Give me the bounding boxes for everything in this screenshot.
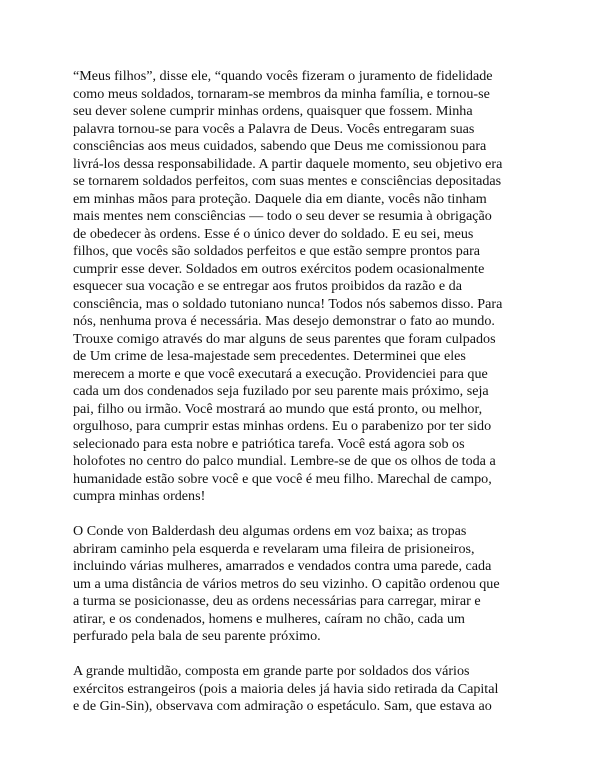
text-line: A grande multidão, composta em grande parte por soldados dos vários (73, 663, 470, 679)
document-page (73, 68, 543, 733)
text-line: um a uma distância de vários metros do seu vizinho. O capitão ordenou que (73, 575, 500, 592)
text-line: de Um crime de lesa-majestade sem precedentes. Determinei que eles (73, 348, 466, 364)
text-line: orgulhoso, para cumprir estas minhas ordens. Eu o parabenizo por ter sido (73, 418, 492, 434)
text-line: “Meus filhos”, disse ele, “quando vocês fizeram o juramento de fidelidade (73, 68, 493, 84)
paragraph-speech (73, 68, 543, 506)
text-line: abriram caminho pela esquerda e revelaram uma fileira de prisioneiros, (73, 540, 475, 557)
text-line: livrá-los dessa responsabilidade. A partir daquele momento, seu objetivo era (73, 155, 503, 172)
text-line: em minhas mãos para proteção. Daquele dia em diante, vocês não tinham (73, 190, 487, 207)
text-line: nós, nenhuma prova é necessária. Mas desejo demonstrar o fato ao mundo. (73, 313, 495, 329)
paragraph-crowd (73, 663, 543, 716)
text-line: a turma se posicionasse, deu as ordens necessárias para carregar, mirar e (73, 593, 481, 609)
text-line: e de Gin-Sin), observava com admiração o espetáculo. Sam, que estava ao (73, 698, 492, 714)
text-line: consciências aos meus cuidados, sabendo que Deus me comissionou para (73, 138, 487, 154)
text-line: de obedecer às ordens. Esse é o único dever do soldado. E eu sei, meus (73, 225, 474, 242)
text-line: como meus soldados, tornaram-se membros da minha família, e tornou-se (73, 85, 490, 102)
text-line: merecem a morte e que você executará a execução. Providenciei para que (73, 365, 488, 382)
text-line: selecionado para esta nobre e patriótica tarefa. Você está agora sob os (73, 435, 465, 452)
text-line: atirar, e os condenados, homens e mulheres, caíram no chão, cada um (73, 610, 465, 627)
text-line: palavra tornou-se para vocês a Palavra de Deus. Vocês entregaram suas (73, 120, 475, 137)
text-line: esquecer sua vocação e se entregar aos frutos proibidos da razão e da (73, 278, 462, 294)
text-line: Trouxe comigo através do mar alguns de seus parentes que foram culpados (73, 330, 496, 347)
text-line: perfurado pela bala de seu parente próximo. (73, 628, 321, 644)
text-line: se tornarem soldados perfeitos, com suas mentes e consciências depositadas (73, 173, 502, 189)
text-line: filhos, que vocês são soldados perfeitos e que estão sempre prontos para (73, 243, 481, 259)
text-line: humanidade estão sobre você e que você é meu filho. Marechal de campo, (73, 470, 492, 487)
text-line: cumpra minhas ordens! (73, 488, 206, 504)
text-line: mais mentes nem consciências — todo o seu dever se resumia à obrigação (73, 208, 492, 224)
text-line: O Conde von Balderdash deu algumas ordens em voz baixa; as tropas (73, 523, 467, 539)
text-line: consciência, mas o soldado tutoniano nunca! Todos nós sabemos disso. Para (73, 295, 503, 312)
text-line: cada um dos condenados seja fuzilado por seu parente mais próximo, seja (73, 383, 489, 399)
text-line: pai, filho ou irmão. Você mostrará ao mundo que está pronto, ou melhor, (73, 400, 483, 417)
text-line: seu dever solene cumprir minhas ordens, quaisquer que fossem. Minha (73, 103, 473, 119)
text-line: exércitos estrangeiros (pois a maioria deles já havia sido retirada da Capital (73, 680, 499, 697)
text-line: holofotes no centro do palco mundial. Lembre-se de que os olhos de toda a (73, 453, 496, 469)
text-line: cumprir esse dever. Soldados em outros exércitos podem ocasionalmente (73, 260, 485, 277)
paragraph-execution (73, 523, 543, 646)
text-line: incluindo várias mulheres, amarrados e vendados contra uma parede, cada (73, 558, 492, 574)
